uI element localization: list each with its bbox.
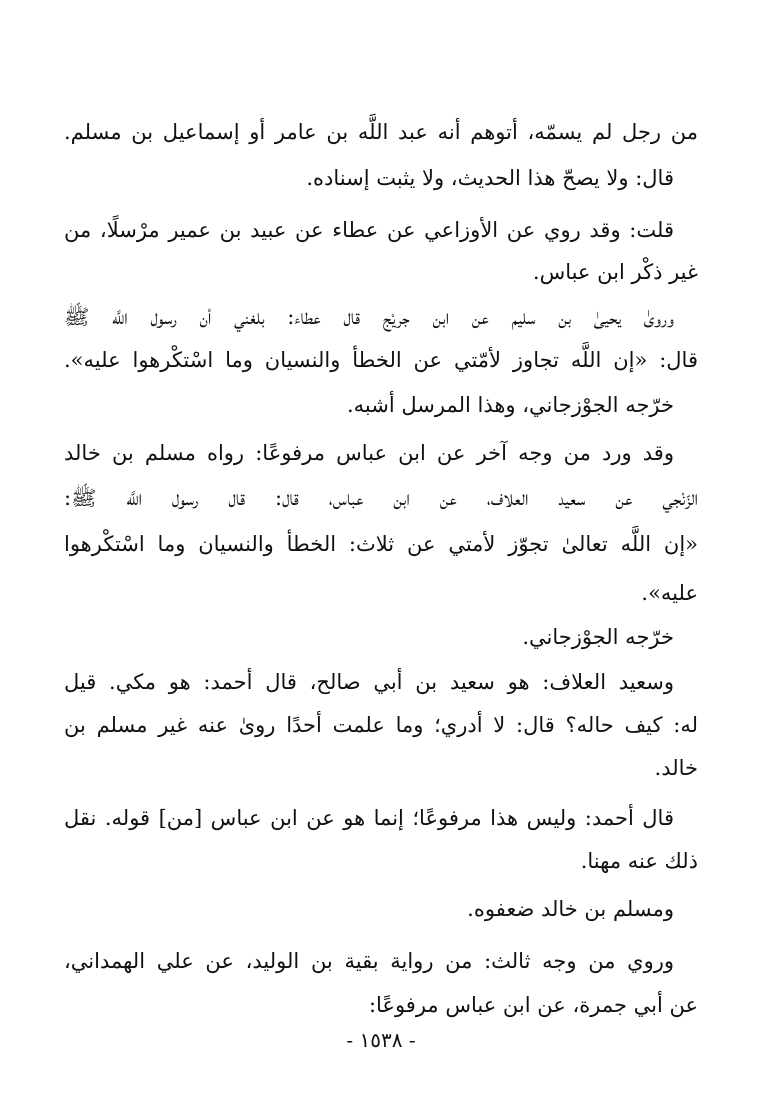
text-line-8: وقد ورد من وجه آخر عن ابن عباس مرفوعًا: رواه مسلم بن خالد: [64, 441, 674, 465]
text-line-7: خرّجه الجوْزجاني، وهذا المرسل أشبه.: [346, 393, 674, 417]
text-line-2: قال: ولا يصحّ هذا الحديث، ولا يثبت إسناده.: [306, 166, 674, 190]
text-line-19: وروي من وجه ثالث: من رواية بقية بن الوليد، عن علي الهمداني،: [64, 949, 674, 973]
document-page: [64, 0, 698, 1116]
text-line-10: «إن اللَّه تعالىٰ تجوّز لأمتي عن ثلاث: الخطأ والنسيان وما اسْتكْرهوا: [64, 532, 698, 556]
text-line-5: وروىٰ يحيىٰ بن سليم عن ابن جريْج قال عطاء: بلغني أن رسول اللَّه ﷺ: [64, 305, 674, 329]
page-number: - ١٥٣٨ -: [346, 1028, 416, 1052]
text-line-9: الزّنْجي عن سعيد العلاف، عن ابن عباس، قال: قال رسول اللَّه ﷺ:: [64, 486, 698, 510]
text-line-17: ذلك عنه مهنا.: [580, 849, 698, 873]
text-line-15: خالد.: [654, 756, 698, 780]
text-line-18: ومسلم بن خالد ضعفوه.: [467, 897, 674, 921]
text-line-12: خرّجه الجوْزجاني.: [522, 625, 674, 649]
text-line-11: عليه».: [641, 581, 698, 605]
text-line-4: غير ذكْر ابن عباس.: [532, 260, 698, 284]
text-line-3: قلت: وقد روي عن الأوزاعي عن عطاء عن عبيد بن عمير مرْسلًا، من: [64, 218, 674, 242]
text-line-1: من رجل لم يسمّه، أتوهم أنه عبد اللَّه بن عامر أو إسماعيل بن مسلم.: [64, 120, 698, 144]
text-line-14: له: كيف حاله؟ قال: لا أدري؛ وما علمت أحدًا روىٰ عنه غير مسلم بن: [64, 713, 698, 737]
text-line-16: قال أحمد: وليس هذا مرفوعًا؛ إنما هو عن ابن عباس [من] قوله. نقل: [64, 806, 674, 830]
text-line-20: عن أبي جمرة، عن ابن عباس مرفوعًا:: [368, 993, 698, 1017]
text-line-13: وسعيد العلاف: هو سعيد بن أبي صالح، قال أحمد: هو مكي. قيل: [64, 670, 674, 694]
text-line-6: قال: «إن اللَّه تجاوز لأمّتي عن الخطأ والنسيان وما اسْتكْرهوا عليه».: [64, 348, 698, 372]
